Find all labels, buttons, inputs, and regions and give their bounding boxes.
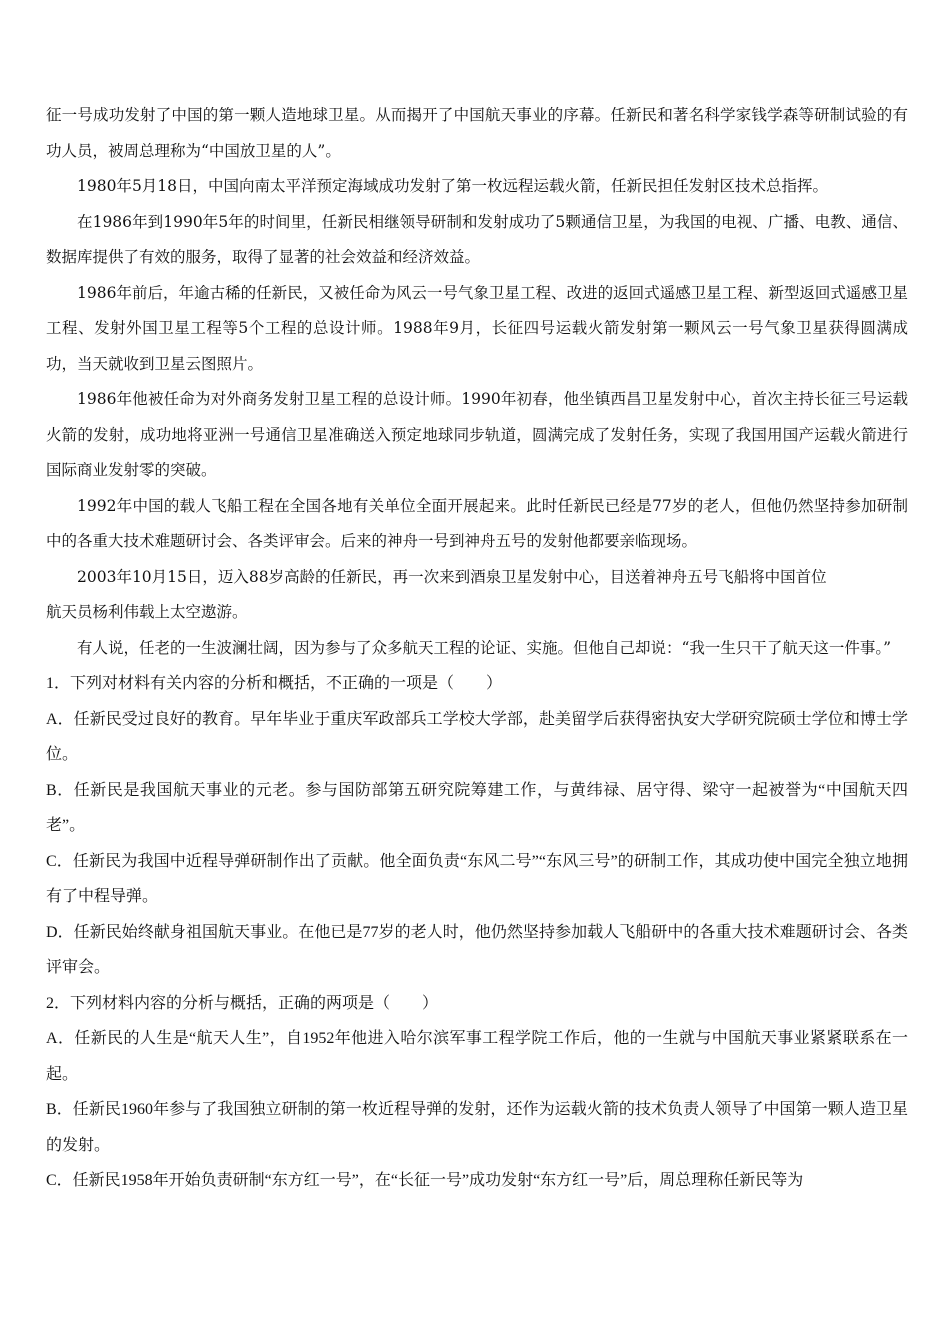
question-1-stem: 1．下列对材料有关内容的分析和概括，不正确的一项是（ ） — [46, 675, 503, 692]
question-1-option-b: B．任新民是我国航天事业的元老。参与国防部第五研究院筹建工作，与黄纬禄、居守得、梁守一起被誉为“中国航天四老”。 — [46, 781, 908, 834]
question-2-stem: 2．下列材料内容的分析与概括，正确的两项是（ ） — [46, 994, 439, 1012]
passage-paragraph-6: 1992年中国的载人飞船工程在全国各地有关单位全面开展起来。此时任新民已经是77岁的老人，但他仍然坚持参加研制中的各重大技术难题研讨会、各类评审会。后来的神舟一号到神舟五号的发射他都要亲临现场。 — [46, 496, 908, 550]
question-2-option-a: A．任新民的人生是“航天人生”，自1952年他进入哈尔滨军事工程学院工作后，他的一生就与中国航天事业紧紧联系在一起。 — [46, 1030, 908, 1083]
question-2-option-b: B．任新民1960年参与了我国独立研制的第一枚近程导弹的发射，还作为运载火箭的技术负责人领导了中国第一颗人造卫星的发射。 — [46, 1101, 908, 1154]
passage-paragraph-7b: 航天员杨利伟载上太空遨游。 — [46, 603, 248, 621]
passage-paragraph-2: 1980年5月18日，中国向南太平洋预定海域成功发射了第一枚远程运载火箭，任新民担任发射区技术总指挥。 — [77, 177, 829, 195]
passage-paragraph-5: 1986年他被任命为对外商务发射卫星工程的总设计师。1990年初春，他坐镇西昌卫星发射中心，首次主持长征三号运载火箭的发射，成功地将亚洲一号通信卫星准确送入预定地球同步轨道，圆满完成了发射任务，实现了我国用国产运载火箭进行国际商业发射零的突破。 — [46, 390, 908, 479]
passage-paragraph-1: 征一号成功发射了中国的第一颗人造地球卫星。从而揭开了中国航天事业的序幕。任新民和著名科学家钱学森等研制试验的有功人员，被周总理称为“中国放卫星的人”。 — [46, 106, 908, 160]
question-1-option-a: A．任新民受过良好的教育。早年毕业于重庆军政部兵工学校大学部，赴美留学后获得密执安大学研究院硕士学位和博士学位。 — [46, 710, 908, 763]
question-2-option-c: C．任新民1958年开始负责研制“东方红一号”，在“长征一号”成功发射“东方红一号”后，周总理称任新民等为 — [46, 1172, 804, 1189]
question-1-option-d: D．任新民始终献身祖国航天事业。在他已是77岁的老人时，他仍然坚持参加载人飞船研中的各重大技术难题研讨会、各类评审会。 — [46, 923, 908, 976]
passage-paragraph-8: 有人说，任老的一生波澜壮阔，因为参与了众多航天工程的论证、实施。但他自己却说：“我一生只干了航天这一件事。” — [77, 638, 892, 657]
passage-paragraph-3: 在1986年到1990年5年的时间里，任新民相继领导研制和发射成功了5颗通信卫星，为我国的电视、广播、电教、通信、数据库提供了有效的服务，取得了显著的社会效益和经济效益。 — [46, 212, 908, 266]
document-page — [46, 98, 908, 1199]
passage-paragraph-4: 1986年前后，年逾古稀的任新民，又被任命为风云一号气象卫星工程、改进的返回式遥感卫星工程、新型返回式遥感卫星工程、发射外国卫星工程等5个工程的总设计师。1988年9月，长征四号运载火箭发射第一颗风云一号气象卫星获得圆满成功，当天就收到卫星云图照片。 — [46, 283, 908, 373]
question-1-option-c: C．任新民为我国中近程导弹研制作出了贡献。他全面负责“东风二号”“东风三号”的研制工作，其成功使中国完全独立地拥有了中程导弹。 — [46, 852, 908, 905]
passage-paragraph-7a: 2003年10月15日，迈入88岁高龄的任新民，再一次来到酒泉卫星发射中心，目送着神舟五号飞船将中国首位 — [77, 567, 827, 586]
